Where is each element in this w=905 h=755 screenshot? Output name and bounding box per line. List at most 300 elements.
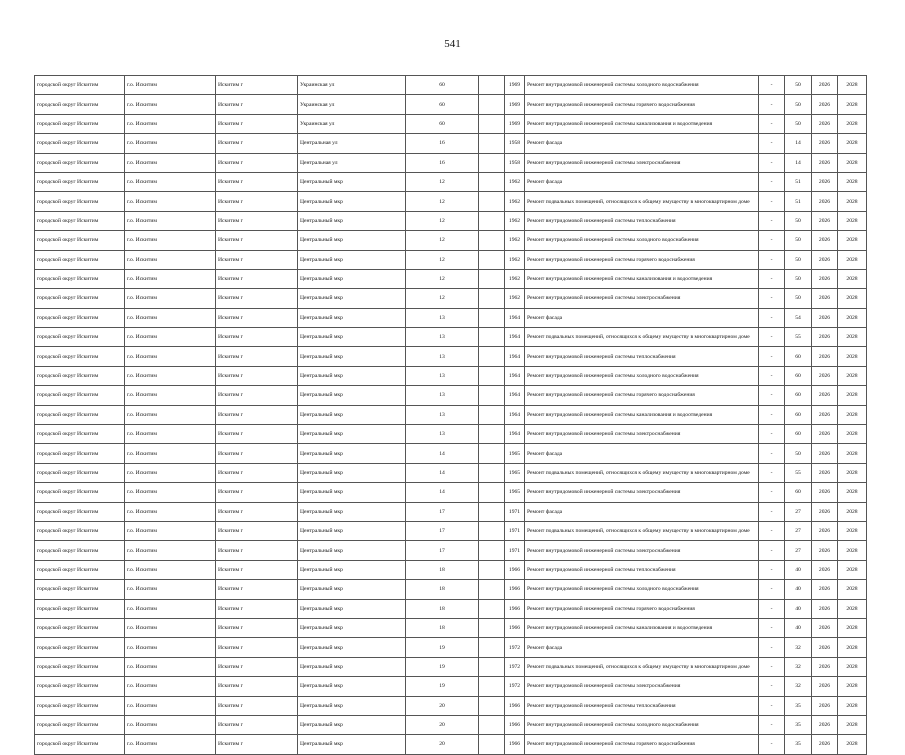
cell-year-end: 2028 <box>838 211 867 230</box>
cell-dash: - <box>759 211 785 230</box>
cell-street: Центральный мкр <box>298 521 406 540</box>
cell-okrug: городской округ Искитим <box>35 657 125 676</box>
cell-okrug: городской округ Искитим <box>35 289 125 308</box>
cell-city: Искитим г <box>216 580 298 599</box>
cell-street: Центральный мкр <box>298 308 406 327</box>
cell-year: 1966 <box>505 715 525 734</box>
cell-year-start: 2026 <box>812 211 838 230</box>
cell-quantity: 50 <box>785 231 812 250</box>
cell-okrug: городской округ Искитим <box>35 114 125 133</box>
cell-dash: - <box>759 192 785 211</box>
cell-year-start: 2026 <box>812 425 838 444</box>
table-row <box>35 483 867 502</box>
cell-street: Центральный мкр <box>298 328 406 347</box>
cell-empty <box>479 386 505 405</box>
cell-empty <box>479 618 505 637</box>
cell-municipality: г.о. Искитим <box>125 735 216 754</box>
cell-work-type: Ремонт внутридомовой инженерной системы холодного водоснабжения <box>525 580 759 599</box>
cell-house: 12 <box>406 289 479 308</box>
cell-house: 13 <box>406 405 479 424</box>
cell-municipality: г.о. Искитим <box>125 347 216 366</box>
table-row <box>35 541 867 560</box>
cell-municipality: г.о. Искитим <box>125 386 216 405</box>
cell-year-start: 2026 <box>812 521 838 540</box>
cell-work-type: Ремонт фасада <box>525 502 759 521</box>
cell-city: Искитим г <box>216 308 298 327</box>
cell-year-start: 2026 <box>812 463 838 482</box>
cell-quantity: 60 <box>785 425 812 444</box>
cell-year-end: 2028 <box>838 677 867 696</box>
cell-okrug: городской округ Искитим <box>35 366 125 385</box>
cell-house: 20 <box>406 735 479 754</box>
cell-work-type: Ремонт внутридомовой инженерной системы канализования и водоотведения <box>525 269 759 288</box>
cell-empty <box>479 502 505 521</box>
cell-empty <box>479 580 505 599</box>
cell-municipality: г.о. Искитим <box>125 638 216 657</box>
cell-house: 60 <box>406 95 479 114</box>
cell-empty <box>479 657 505 676</box>
cell-year: 1962 <box>505 289 525 308</box>
cell-house: 16 <box>406 134 479 153</box>
cell-year: 1966 <box>505 560 525 579</box>
cell-city: Искитим г <box>216 269 298 288</box>
cell-empty <box>479 560 505 579</box>
cell-okrug: городской округ Искитим <box>35 735 125 754</box>
cell-year-end: 2028 <box>838 580 867 599</box>
cell-empty <box>479 599 505 618</box>
cell-dash: - <box>759 560 785 579</box>
cell-year-start: 2026 <box>812 347 838 366</box>
table-row <box>35 366 867 385</box>
cell-municipality: г.о. Искитим <box>125 250 216 269</box>
cell-city: Искитим г <box>216 95 298 114</box>
cell-street: Украинская ул <box>298 76 406 95</box>
table-row <box>35 696 867 715</box>
cell-okrug: городской округ Искитим <box>35 250 125 269</box>
cell-quantity: 32 <box>785 657 812 676</box>
cell-dash: - <box>759 715 785 734</box>
cell-dash: - <box>759 95 785 114</box>
cell-street: Центральный мкр <box>298 502 406 521</box>
cell-work-type: Ремонт внутридомовой инженерной системы электроснабжения <box>525 541 759 560</box>
cell-house: 12 <box>406 211 479 230</box>
table-row <box>35 76 867 95</box>
cell-year-start: 2026 <box>812 153 838 172</box>
table-row <box>35 172 867 191</box>
cell-okrug: городской округ Искитим <box>35 405 125 424</box>
cell-work-type: Ремонт внутридомовой инженерной системы электроснабжения <box>525 289 759 308</box>
cell-municipality: г.о. Искитим <box>125 114 216 133</box>
cell-year-end: 2028 <box>838 114 867 133</box>
cell-okrug: городской округ Искитим <box>35 386 125 405</box>
cell-year: 1964 <box>505 425 525 444</box>
table-row <box>35 289 867 308</box>
cell-empty <box>479 347 505 366</box>
cell-street: Центральный мкр <box>298 483 406 502</box>
table-row <box>35 308 867 327</box>
cell-empty <box>479 541 505 560</box>
cell-street: Центральный мкр <box>298 347 406 366</box>
cell-municipality: г.о. Искитим <box>125 463 216 482</box>
cell-city: Искитим г <box>216 211 298 230</box>
cell-city: Искитим г <box>216 521 298 540</box>
table-row <box>35 231 867 250</box>
cell-city: Искитим г <box>216 715 298 734</box>
cell-city: Искитим г <box>216 657 298 676</box>
cell-empty <box>479 521 505 540</box>
cell-year-end: 2028 <box>838 76 867 95</box>
cell-year: 1971 <box>505 502 525 521</box>
table-row <box>35 386 867 405</box>
cell-quantity: 32 <box>785 638 812 657</box>
cell-dash: - <box>759 735 785 754</box>
cell-street: Центральный мкр <box>298 638 406 657</box>
cell-street: Центральный мкр <box>298 715 406 734</box>
cell-year-end: 2028 <box>838 735 867 754</box>
cell-year-start: 2026 <box>812 231 838 250</box>
cell-municipality: г.о. Искитим <box>125 425 216 444</box>
cell-municipality: г.о. Искитим <box>125 657 216 676</box>
cell-street: Центральная ул <box>298 153 406 172</box>
cell-house: 19 <box>406 638 479 657</box>
cell-city: Искитим г <box>216 463 298 482</box>
cell-municipality: г.о. Искитим <box>125 521 216 540</box>
cell-quantity: 50 <box>785 250 812 269</box>
cell-year: 1964 <box>505 366 525 385</box>
cell-year-end: 2028 <box>838 715 867 734</box>
cell-okrug: городской округ Искитим <box>35 541 125 560</box>
cell-municipality: г.о. Искитим <box>125 599 216 618</box>
cell-year-end: 2028 <box>838 599 867 618</box>
cell-quantity: 40 <box>785 560 812 579</box>
cell-city: Искитим г <box>216 541 298 560</box>
cell-year-end: 2028 <box>838 269 867 288</box>
cell-house: 14 <box>406 444 479 463</box>
table-row <box>35 735 867 754</box>
cell-empty <box>479 308 505 327</box>
cell-year-start: 2026 <box>812 95 838 114</box>
cell-okrug: городской округ Искитим <box>35 328 125 347</box>
cell-work-type: Ремонт внутридомовой инженерной системы горячего водоснабжения <box>525 735 759 754</box>
cell-quantity: 40 <box>785 618 812 637</box>
table-row <box>35 715 867 734</box>
cell-quantity: 51 <box>785 172 812 191</box>
cell-municipality: г.о. Искитим <box>125 134 216 153</box>
cell-year-start: 2026 <box>812 76 838 95</box>
cell-year-end: 2028 <box>838 231 867 250</box>
cell-dash: - <box>759 463 785 482</box>
cell-dash: - <box>759 231 785 250</box>
cell-street: Центральный мкр <box>298 444 406 463</box>
cell-house: 17 <box>406 541 479 560</box>
cell-dash: - <box>759 502 785 521</box>
cell-work-type: Ремонт фасада <box>525 444 759 463</box>
table-row <box>35 153 867 172</box>
cell-empty <box>479 677 505 696</box>
cell-year: 1972 <box>505 677 525 696</box>
cell-empty <box>479 269 505 288</box>
cell-municipality: г.о. Искитим <box>125 366 216 385</box>
table-row <box>35 405 867 424</box>
cell-municipality: г.о. Искитим <box>125 715 216 734</box>
cell-quantity: 55 <box>785 328 812 347</box>
cell-okrug: городской округ Искитим <box>35 308 125 327</box>
cell-city: Искитим г <box>216 192 298 211</box>
cell-empty <box>479 366 505 385</box>
cell-year: 1969 <box>505 95 525 114</box>
cell-year-end: 2028 <box>838 463 867 482</box>
cell-work-type: Ремонт внутридомовой инженерной системы канализования и водоотведения <box>525 114 759 133</box>
cell-year-start: 2026 <box>812 735 838 754</box>
cell-quantity: 32 <box>785 677 812 696</box>
cell-year: 1964 <box>505 386 525 405</box>
cell-year-start: 2026 <box>812 560 838 579</box>
cell-house: 14 <box>406 463 479 482</box>
cell-empty <box>479 425 505 444</box>
cell-okrug: городской округ Искитим <box>35 483 125 502</box>
cell-city: Искитим г <box>216 425 298 444</box>
cell-work-type: Ремонт внутридомовой инженерной системы холодного водоснабжения <box>525 715 759 734</box>
cell-year-end: 2028 <box>838 425 867 444</box>
cell-city: Искитим г <box>216 347 298 366</box>
cell-year: 1965 <box>505 444 525 463</box>
cell-work-type: Ремонт фасада <box>525 638 759 657</box>
cell-okrug: городской округ Искитим <box>35 425 125 444</box>
cell-year: 1964 <box>505 328 525 347</box>
cell-year: 1962 <box>505 269 525 288</box>
cell-dash: - <box>759 618 785 637</box>
cell-street: Центральный мкр <box>298 192 406 211</box>
cell-house: 13 <box>406 347 479 366</box>
table-row <box>35 677 867 696</box>
cell-year-start: 2026 <box>812 541 838 560</box>
cell-quantity: 51 <box>785 192 812 211</box>
cell-street: Центральный мкр <box>298 231 406 250</box>
cell-quantity: 35 <box>785 715 812 734</box>
table-row <box>35 211 867 230</box>
cell-okrug: городской округ Искитим <box>35 172 125 191</box>
cell-okrug: городской округ Искитим <box>35 502 125 521</box>
cell-city: Искитим г <box>216 618 298 637</box>
cell-house: 13 <box>406 308 479 327</box>
cell-year-start: 2026 <box>812 618 838 637</box>
cell-work-type: Ремонт внутридомовой инженерной системы горячего водоснабжения <box>525 386 759 405</box>
cell-work-type: Ремонт внутридомовой инженерной системы канализования и водоотведения <box>525 405 759 424</box>
cell-dash: - <box>759 444 785 463</box>
cell-year-end: 2028 <box>838 250 867 269</box>
cell-year: 1962 <box>505 211 525 230</box>
cell-year-end: 2028 <box>838 347 867 366</box>
cell-year-start: 2026 <box>812 580 838 599</box>
cell-empty <box>479 172 505 191</box>
cell-empty <box>479 696 505 715</box>
cell-house: 18 <box>406 560 479 579</box>
cell-work-type: Ремонт внутридомовой инженерной системы теплоснабжения <box>525 347 759 366</box>
cell-street: Центральный мкр <box>298 425 406 444</box>
cell-okrug: городской округ Искитим <box>35 153 125 172</box>
cell-street: Центральный мкр <box>298 735 406 754</box>
cell-street: Украинская ул <box>298 114 406 133</box>
cell-municipality: г.о. Искитим <box>125 502 216 521</box>
table-row <box>35 521 867 540</box>
cell-municipality: г.о. Искитим <box>125 172 216 191</box>
cell-street: Центральный мкр <box>298 580 406 599</box>
cell-street: Центральный мкр <box>298 269 406 288</box>
cell-empty <box>479 715 505 734</box>
cell-work-type: Ремонт внутридомовой инженерной системы теплоснабжения <box>525 560 759 579</box>
cell-city: Искитим г <box>216 76 298 95</box>
cell-street: Центральный мкр <box>298 677 406 696</box>
cell-year-end: 2028 <box>838 95 867 114</box>
cell-dash: - <box>759 541 785 560</box>
cell-work-type: Ремонт фасада <box>525 308 759 327</box>
cell-quantity: 54 <box>785 308 812 327</box>
cell-house: 17 <box>406 502 479 521</box>
cell-year-start: 2026 <box>812 308 838 327</box>
cell-house: 18 <box>406 599 479 618</box>
cell-okrug: городской округ Искитим <box>35 599 125 618</box>
cell-dash: - <box>759 599 785 618</box>
cell-year: 1962 <box>505 250 525 269</box>
cell-quantity: 50 <box>785 289 812 308</box>
cell-year: 1969 <box>505 114 525 133</box>
cell-city: Искитим г <box>216 405 298 424</box>
cell-quantity: 35 <box>785 696 812 715</box>
cell-work-type: Ремонт внутридомовой инженерной системы электроснабжения <box>525 677 759 696</box>
table-row <box>35 463 867 482</box>
cell-year: 1966 <box>505 696 525 715</box>
cell-municipality: г.о. Искитим <box>125 231 216 250</box>
cell-year-end: 2028 <box>838 308 867 327</box>
cell-quantity: 27 <box>785 502 812 521</box>
cell-year: 1962 <box>505 172 525 191</box>
cell-work-type: Ремонт внутридомовой инженерной системы электроснабжения <box>525 153 759 172</box>
cell-house: 14 <box>406 483 479 502</box>
cell-year-end: 2028 <box>838 289 867 308</box>
cell-year-end: 2028 <box>838 134 867 153</box>
cell-city: Искитим г <box>216 134 298 153</box>
cell-house: 12 <box>406 172 479 191</box>
cell-municipality: г.о. Искитим <box>125 405 216 424</box>
cell-year: 1958 <box>505 153 525 172</box>
cell-year-start: 2026 <box>812 444 838 463</box>
cell-work-type: Ремонт внутридомовой инженерной системы холодного водоснабжения <box>525 76 759 95</box>
cell-year-start: 2026 <box>812 657 838 676</box>
cell-okrug: городской округ Искитим <box>35 269 125 288</box>
cell-year: 1965 <box>505 463 525 482</box>
repair-schedule-table <box>34 75 867 755</box>
cell-municipality: г.о. Искитим <box>125 618 216 637</box>
cell-empty <box>479 192 505 211</box>
cell-year-end: 2028 <box>838 328 867 347</box>
cell-city: Искитим г <box>216 696 298 715</box>
cell-city: Искитим г <box>216 677 298 696</box>
cell-house: 16 <box>406 153 479 172</box>
cell-street: Центральный мкр <box>298 541 406 560</box>
cell-okrug: городской округ Искитим <box>35 134 125 153</box>
cell-street: Центральный мкр <box>298 463 406 482</box>
cell-house: 13 <box>406 328 479 347</box>
cell-work-type: Ремонт внутридомовой инженерной системы холодного водоснабжения <box>525 366 759 385</box>
cell-dash: - <box>759 366 785 385</box>
cell-year-end: 2028 <box>838 172 867 191</box>
cell-municipality: г.о. Искитим <box>125 308 216 327</box>
cell-dash: - <box>759 405 785 424</box>
cell-municipality: г.о. Искитим <box>125 560 216 579</box>
cell-work-type: Ремонт внутридомовой инженерной системы горячего водоснабжения <box>525 599 759 618</box>
cell-work-type: Ремонт внутридомовой инженерной системы горячего водоснабжения <box>525 95 759 114</box>
cell-dash: - <box>759 347 785 366</box>
table-row <box>35 192 867 211</box>
cell-year-end: 2028 <box>838 502 867 521</box>
cell-dash: - <box>759 269 785 288</box>
cell-quantity: 14 <box>785 134 812 153</box>
cell-city: Искитим г <box>216 638 298 657</box>
cell-year-start: 2026 <box>812 502 838 521</box>
cell-year-start: 2026 <box>812 483 838 502</box>
cell-city: Искитим г <box>216 483 298 502</box>
table-body <box>35 76 867 755</box>
cell-dash: - <box>759 696 785 715</box>
cell-quantity: 60 <box>785 347 812 366</box>
cell-street: Центральный мкр <box>298 599 406 618</box>
table-row <box>35 657 867 676</box>
cell-city: Искитим г <box>216 328 298 347</box>
cell-dash: - <box>759 250 785 269</box>
cell-work-type: Ремонт внутридомовой инженерной системы канализования и водоотведения <box>525 618 759 637</box>
cell-year-end: 2028 <box>838 386 867 405</box>
cell-year-end: 2028 <box>838 618 867 637</box>
cell-municipality: г.о. Искитим <box>125 192 216 211</box>
cell-empty <box>479 211 505 230</box>
cell-house: 19 <box>406 657 479 676</box>
cell-dash: - <box>759 580 785 599</box>
cell-year-start: 2026 <box>812 386 838 405</box>
cell-municipality: г.о. Искитим <box>125 153 216 172</box>
table-row <box>35 502 867 521</box>
cell-work-type: Ремонт внутридомовой инженерной системы теплоснабжения <box>525 696 759 715</box>
cell-okrug: городской округ Искитим <box>35 715 125 734</box>
cell-year-start: 2026 <box>812 677 838 696</box>
table-row <box>35 638 867 657</box>
cell-okrug: городской округ Искитим <box>35 677 125 696</box>
cell-okrug: городской округ Искитим <box>35 638 125 657</box>
cell-quantity: 50 <box>785 76 812 95</box>
cell-quantity: 60 <box>785 386 812 405</box>
cell-work-type: Ремонт подвальных помещений, относящихся к общему имуществу в многоквартирном доме <box>525 328 759 347</box>
cell-year: 1962 <box>505 231 525 250</box>
cell-okrug: городской округ Искитим <box>35 463 125 482</box>
table-row <box>35 347 867 366</box>
cell-empty <box>479 231 505 250</box>
cell-year-end: 2028 <box>838 638 867 657</box>
cell-street: Центральный мкр <box>298 618 406 637</box>
cell-street: Центральный мкр <box>298 250 406 269</box>
cell-okrug: городской округ Искитим <box>35 231 125 250</box>
cell-city: Искитим г <box>216 172 298 191</box>
cell-year-end: 2028 <box>838 153 867 172</box>
cell-municipality: г.о. Искитим <box>125 211 216 230</box>
cell-work-type: Ремонт внутридомовой инженерной системы электроснабжения <box>525 483 759 502</box>
cell-house: 12 <box>406 192 479 211</box>
cell-year-start: 2026 <box>812 269 838 288</box>
cell-year-start: 2026 <box>812 696 838 715</box>
cell-street: Центральный мкр <box>298 657 406 676</box>
cell-dash: - <box>759 425 785 444</box>
cell-house: 19 <box>406 677 479 696</box>
cell-year-start: 2026 <box>812 638 838 657</box>
cell-year-end: 2028 <box>838 366 867 385</box>
